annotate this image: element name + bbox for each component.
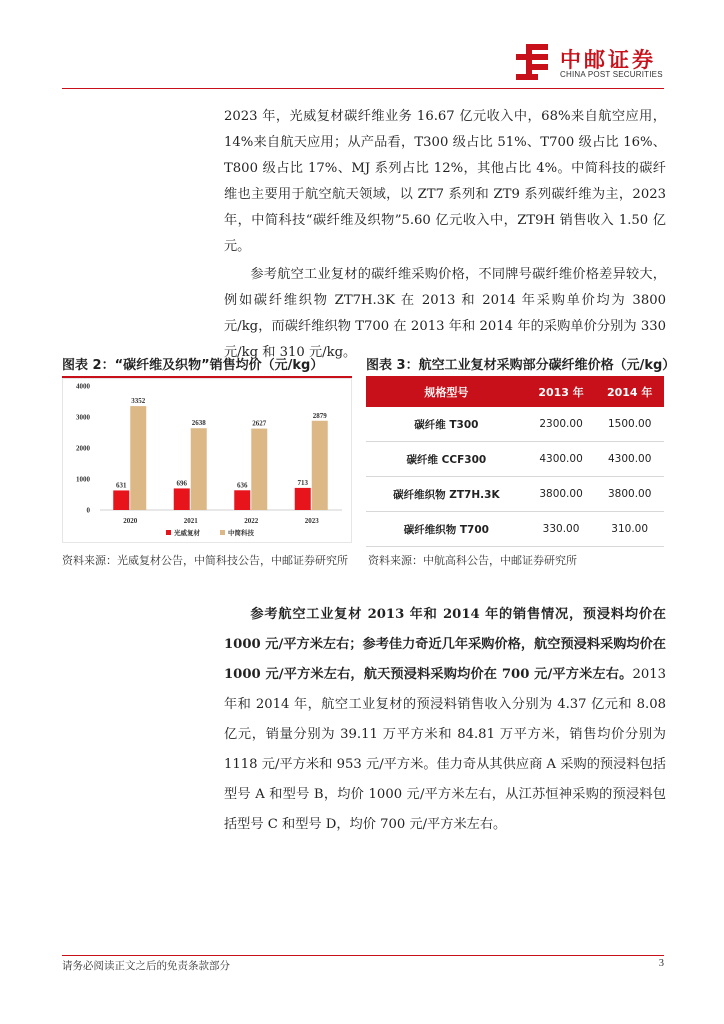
y-tick-label: 2000 <box>76 444 90 453</box>
paragraph-3 <box>224 600 666 840</box>
figure-2-title: 图表 2：“碳纤维及织物”销售均价（元/kg） <box>62 352 352 378</box>
footer-disclaimer: 请务必阅读正文之后的免责条款部分 <box>62 960 230 972</box>
table-row <box>366 477 664 512</box>
bar-zhongjian <box>312 421 328 510</box>
x-tick-label: 2023 <box>304 517 319 525</box>
table-cell-spec: 碳纤维织物 ZT7H.3K <box>366 477 527 512</box>
logo-text-cn: 中邮证券 <box>560 48 656 72</box>
table-cell-2014: 310.00 <box>595 512 664 547</box>
y-tick-label: 0 <box>86 506 90 515</box>
bar-guangwei <box>174 488 190 510</box>
table-row <box>366 442 664 477</box>
bar-value-label: 713 <box>297 478 308 487</box>
x-tick-label: 2022 <box>244 517 259 525</box>
bar-value-label: 631 <box>116 481 127 490</box>
table-header-2014: 2014 年 <box>595 377 664 407</box>
bar-zhongjian <box>191 428 207 510</box>
table-cell-2014: 1500.00 <box>595 407 664 442</box>
paragraph-3-rest: 2013 年和 2014 年，航空工业复材的预浸料销售收入分别为 4.37 亿元和 8.08 亿元，销量分别为 39.11 万平方米和 84.81 万平方米，销售均价分别为 1118 元/平方米和 953 元/平方米。佳力奇从其供应商 A 采购的预浸料包括型号 A 和型号 B，均价 1000 元/平方米左右，从江苏恒神采购的预浸料包括型号 C 和型号 D，均价 700 元/平方米左右。 <box>224 667 666 832</box>
x-tick-label: 2021 <box>183 517 198 525</box>
table-cell-2013: 2300.00 <box>527 407 596 442</box>
bar-value-label: 2638 <box>191 419 206 428</box>
page-number: 3 <box>658 958 664 969</box>
logo-text-en: CHINA POST SECURITIES <box>560 70 663 79</box>
paragraph-1: 2023 年，光威复材碳纤维业务 16.67 亿元收入中，68%来自航空应用，14%来自航天应用；从产品看，T300 级占比 51%、T700 级占比 16%、T800 级占比 17%、MJ 系列占比 12%，其他占比 4%。中简科技的碳纤维也主要用于航空航天领域，以 ZT7 系列和 ZT9 系列碳纤维为主，2023 年，中简科技“碳纤维及织物”5.60 亿元收入中，ZT9H 销售收入 1.50 亿元。 <box>224 109 666 254</box>
table-cell-2014: 3800.00 <box>595 477 664 512</box>
y-tick-label: 1000 <box>76 475 90 484</box>
bar-guangwei <box>234 490 250 510</box>
table-header-2013: 2013 年 <box>527 377 596 407</box>
paragraph-2: 参考航空工业复材的碳纤维采购价格，不同牌号碳纤维价格差异较大，例如碳纤维织物 ZT7H.3K 在 2013 和 2014 年采购单价均为 3800 元/kg，而碳纤维织物 T700 在 2013 年和 2014 年的采购单价分别为 330 元/kg 和 310 元/kg。 <box>224 267 666 360</box>
legend-label: 中简科技 <box>228 529 254 537</box>
company-logo <box>512 40 672 84</box>
bar-value-label: 2879 <box>312 411 327 420</box>
footer-divider <box>62 955 664 956</box>
y-tick-label: 4000 <box>76 382 90 391</box>
y-tick-label: 3000 <box>76 413 90 422</box>
table-cell-spec: 碳纤维 T300 <box>366 407 527 442</box>
table-cell-2013: 330.00 <box>527 512 596 547</box>
table-header-row <box>366 377 664 407</box>
table-cell-spec: 碳纤维 CCF300 <box>366 442 527 477</box>
legend-label: 光威复材 <box>174 529 200 537</box>
table-row <box>366 512 664 547</box>
china-post-logo-icon <box>512 42 552 82</box>
bar-zhongjian <box>251 429 267 510</box>
bar-zhongjian <box>130 406 146 510</box>
bar-value-label: 696 <box>176 479 187 488</box>
table-header-spec: 规格型号 <box>366 377 527 407</box>
figure-2-source: 资料来源：光威复材公告，中简科技公告，中邮证券研究所 <box>62 554 348 567</box>
bar-guangwei <box>295 488 311 510</box>
paragraph-3-bold: 参考航空工业复材 2013 年和 2014 年的销售情况，预浸料均价在 1000 元/平方米左右；参考佳力奇近几年采购价格，航空预浸料采购均价在 1000 元/平方米左右，航天预浸料采购均价在 700 元/平方米左右。 <box>224 607 666 682</box>
figure-3-source: 资料来源：中航高科公告，中邮证券研究所 <box>368 554 577 567</box>
header-divider <box>62 88 664 89</box>
table-cell-spec: 碳纤维织物 T700 <box>366 512 527 547</box>
legend-swatch <box>166 530 171 535</box>
bar-value-label: 3352 <box>131 397 146 406</box>
legend-swatch <box>220 530 225 535</box>
table-cell-2013: 4300.00 <box>527 442 596 477</box>
table-cell-2014: 4300.00 <box>595 442 664 477</box>
figure-3-title: 图表 3：航空工业复材采购部分碳纤维价格（元/kg） <box>366 352 664 378</box>
x-tick-label: 2020 <box>123 517 138 525</box>
figure-2-bar-chart <box>62 378 352 543</box>
table-row <box>366 407 664 442</box>
table-cell-2013: 3800.00 <box>527 477 596 512</box>
bar-value-label: 636 <box>237 481 248 490</box>
figure-3-price-table <box>366 377 664 547</box>
bar-guangwei <box>113 490 129 510</box>
bar-value-label: 2627 <box>252 419 267 428</box>
